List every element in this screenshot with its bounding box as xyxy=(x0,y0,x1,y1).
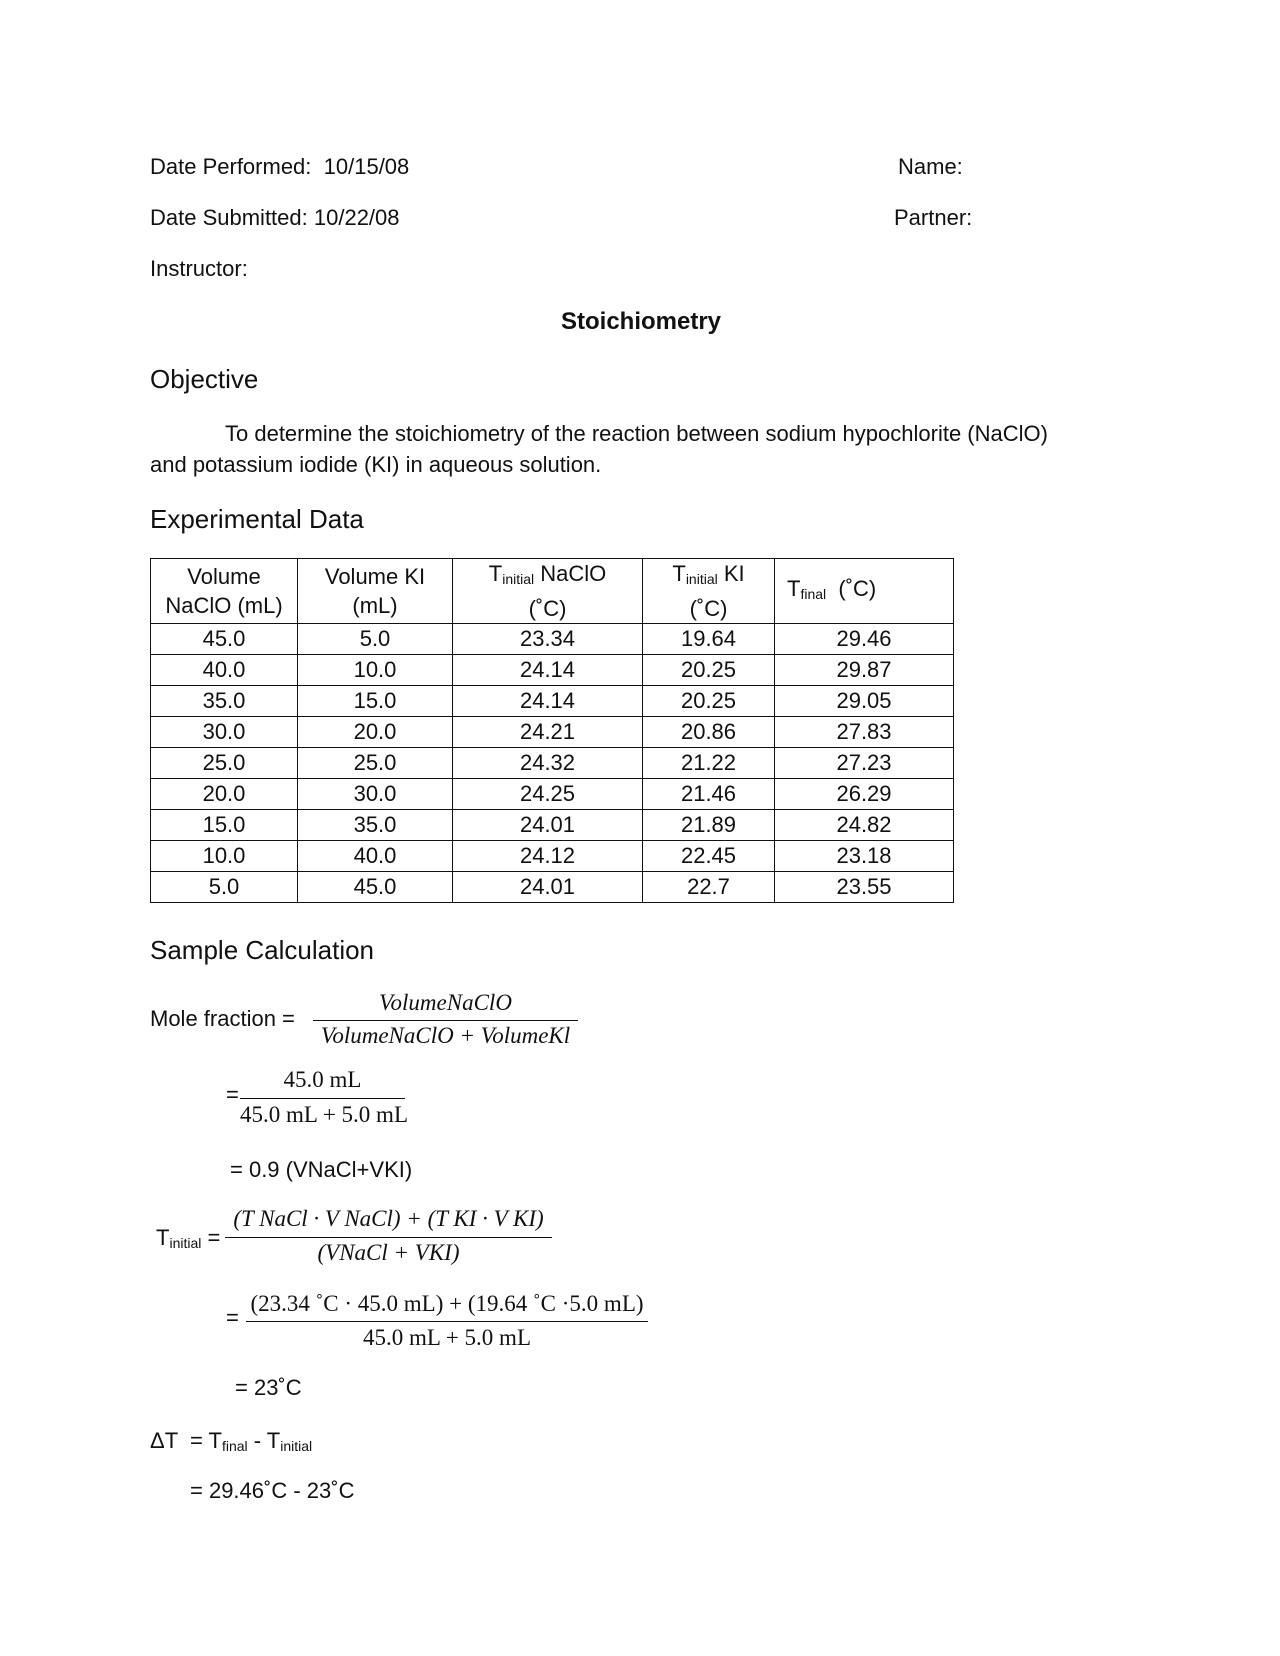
eq5-numerator: (23.34 ˚C · 45.0 mL) + (19.64 ˚C ·5.0 mL) xyxy=(250,1291,644,1316)
date-performed xyxy=(150,154,409,180)
table-cell: 20.0 xyxy=(151,779,298,810)
objective-line-1: To determine the stoichiometry of the reaction between sodium hypochlorite (NaClO) xyxy=(225,421,1048,446)
tinitial-label xyxy=(156,1225,220,1251)
eq2-denominator: 45.0 mL + 5.0 mL xyxy=(240,1102,408,1127)
col-header-sub: initial xyxy=(685,571,718,587)
table-cell: 15.0 xyxy=(298,686,453,717)
table-cell: 30.0 xyxy=(151,717,298,748)
table-cell: 40.0 xyxy=(151,655,298,686)
table-cell: 24.25 xyxy=(453,779,643,810)
table-cell: 45.0 xyxy=(298,872,453,903)
table-cell: 5.0 xyxy=(298,624,453,655)
date-performed-label: Date Performed: xyxy=(150,154,312,179)
table-row xyxy=(151,841,954,872)
table-cell: 20.25 xyxy=(643,655,775,686)
table-cell: 21.89 xyxy=(643,810,775,841)
delta-t-sub-initial: initial xyxy=(280,1438,313,1454)
eq2-equals: = xyxy=(226,1082,239,1107)
table-cell: 19.64 xyxy=(643,624,775,655)
table-cell: 24.21 xyxy=(453,717,643,748)
mole-fraction-label: Mole fraction = xyxy=(150,1006,295,1031)
eq4-fraction-bar xyxy=(225,1237,552,1238)
col-header-rest: KI xyxy=(717,561,745,586)
eq2-numerator: 45.0 mL xyxy=(283,1067,362,1092)
col-header-rest: (˚C) xyxy=(826,575,877,601)
instructor-label: Instructor: xyxy=(150,256,248,281)
col-header-line: Volume xyxy=(187,564,261,589)
table-cell: 35.0 xyxy=(151,686,298,717)
table-cell: 27.23 xyxy=(775,748,954,779)
table-cell: 23.18 xyxy=(775,841,954,872)
name-label: Name: xyxy=(898,154,963,179)
partner-label: Partner: xyxy=(894,205,973,230)
col-header-volume-ki xyxy=(298,559,453,624)
sample-calculation-heading: Sample Calculation xyxy=(150,935,375,965)
eq6-result: = 23˚C xyxy=(235,1375,302,1400)
col-header-line: Volume KI xyxy=(324,564,426,589)
table-cell: 24.32 xyxy=(453,748,643,779)
tinitial-t: T xyxy=(156,1225,170,1250)
col-header-line: (˚C) xyxy=(689,596,728,621)
table-cell: 10.0 xyxy=(298,655,453,686)
table-row xyxy=(151,655,954,686)
table-cell: 40.0 xyxy=(298,841,453,872)
tinitial-equals: = xyxy=(201,1225,221,1250)
eq5-denominator: 45.0 mL + 5.0 mL xyxy=(363,1325,531,1350)
table-cell: 15.0 xyxy=(151,810,298,841)
table-cell: 20.0 xyxy=(298,717,453,748)
table-cell: 21.22 xyxy=(643,748,775,779)
page-title: Stoichiometry xyxy=(560,308,722,335)
col-header-tinitial-naclo xyxy=(453,559,643,624)
eq1-numerator: VolumeNaClO xyxy=(379,990,512,1015)
col-header-t: T xyxy=(672,561,686,586)
table-cell: 23.34 xyxy=(453,624,643,655)
eq1-denominator: VolumeNaClO + VolumeKl xyxy=(320,1023,571,1048)
date-submitted xyxy=(150,205,400,231)
delta-t-sub-final: final xyxy=(221,1438,248,1454)
delta-t-mid: - T xyxy=(247,1428,281,1453)
table-cell: 20.86 xyxy=(643,717,775,748)
table-row xyxy=(151,872,954,903)
table-cell: 22.7 xyxy=(643,872,775,903)
eq4-denominator: (VNaCl + VKI) xyxy=(317,1240,460,1265)
col-header-line: (mL) xyxy=(352,593,398,618)
table-cell: 27.83 xyxy=(775,717,954,748)
experimental-data-heading: Experimental Data xyxy=(150,504,364,534)
table-cell: 22.45 xyxy=(643,841,775,872)
eq4-numerator: (T NaCl · V NaCl) + (T KI · V KI) xyxy=(233,1206,544,1231)
table-cell: 10.0 xyxy=(151,841,298,872)
table-row xyxy=(151,624,954,655)
eq7-result: = 29.46˚C - 23˚C xyxy=(190,1478,355,1503)
objective-heading: Objective xyxy=(150,364,259,394)
col-header-t: T xyxy=(787,575,801,601)
table-row xyxy=(151,686,954,717)
delta-t-equation xyxy=(150,1428,312,1454)
table-cell: 24.14 xyxy=(453,686,643,717)
table-cell: 30.0 xyxy=(298,779,453,810)
col-header-rest: NaClO xyxy=(534,561,607,586)
table-cell: 25.0 xyxy=(151,748,298,779)
table-cell: 45.0 xyxy=(151,624,298,655)
table-row xyxy=(151,748,954,779)
table-cell: 20.25 xyxy=(643,686,775,717)
eq1-fraction-bar xyxy=(313,1020,578,1021)
col-header-sub: final xyxy=(800,585,827,602)
col-header-tinitial-ki xyxy=(643,559,775,624)
table-cell: 29.05 xyxy=(775,686,954,717)
table-cell: 35.0 xyxy=(298,810,453,841)
eq5-fraction-bar xyxy=(246,1321,648,1322)
eq2-fraction-bar xyxy=(240,1098,405,1099)
table-cell: 21.46 xyxy=(643,779,775,810)
col-header-sub: initial xyxy=(502,571,535,587)
date-performed-value: 10/15/08 xyxy=(323,154,410,179)
table-cell: 26.29 xyxy=(775,779,954,810)
table-cell: 24.01 xyxy=(453,810,643,841)
delta-t-prefix: ΔT = T xyxy=(150,1428,222,1453)
eq3-result: = 0.9 (VNaCl+VKI) xyxy=(230,1157,413,1182)
table-cell: 29.87 xyxy=(775,655,954,686)
table-cell: 24.14 xyxy=(453,655,643,686)
tinitial-sub: initial xyxy=(169,1235,202,1251)
date-submitted-label: Date Submitted: xyxy=(150,205,308,230)
table-cell: 24.82 xyxy=(775,810,954,841)
col-header-line: (˚C) xyxy=(528,596,567,621)
col-header-volume-naclo xyxy=(151,559,298,624)
table-row xyxy=(151,810,954,841)
table-cell: 29.46 xyxy=(775,624,954,655)
eq5-equals: = xyxy=(226,1305,239,1330)
table-cell: 24.01 xyxy=(453,872,643,903)
col-header-line: NaClO (mL) xyxy=(165,593,283,618)
table-row xyxy=(151,717,954,748)
table-header-row xyxy=(151,559,954,624)
table-row xyxy=(151,779,954,810)
table-cell: 23.55 xyxy=(775,872,954,903)
objective-line-2: and potassium iodide (KI) in aqueous solution. xyxy=(150,452,602,477)
date-submitted-value: 10/22/08 xyxy=(313,205,400,230)
experimental-data-table xyxy=(150,558,954,903)
col-header-t: T xyxy=(488,561,503,586)
table-cell: 5.0 xyxy=(151,872,298,903)
table-cell: 25.0 xyxy=(298,748,453,779)
col-header-tfinal xyxy=(775,559,954,624)
table-cell: 24.12 xyxy=(453,841,643,872)
